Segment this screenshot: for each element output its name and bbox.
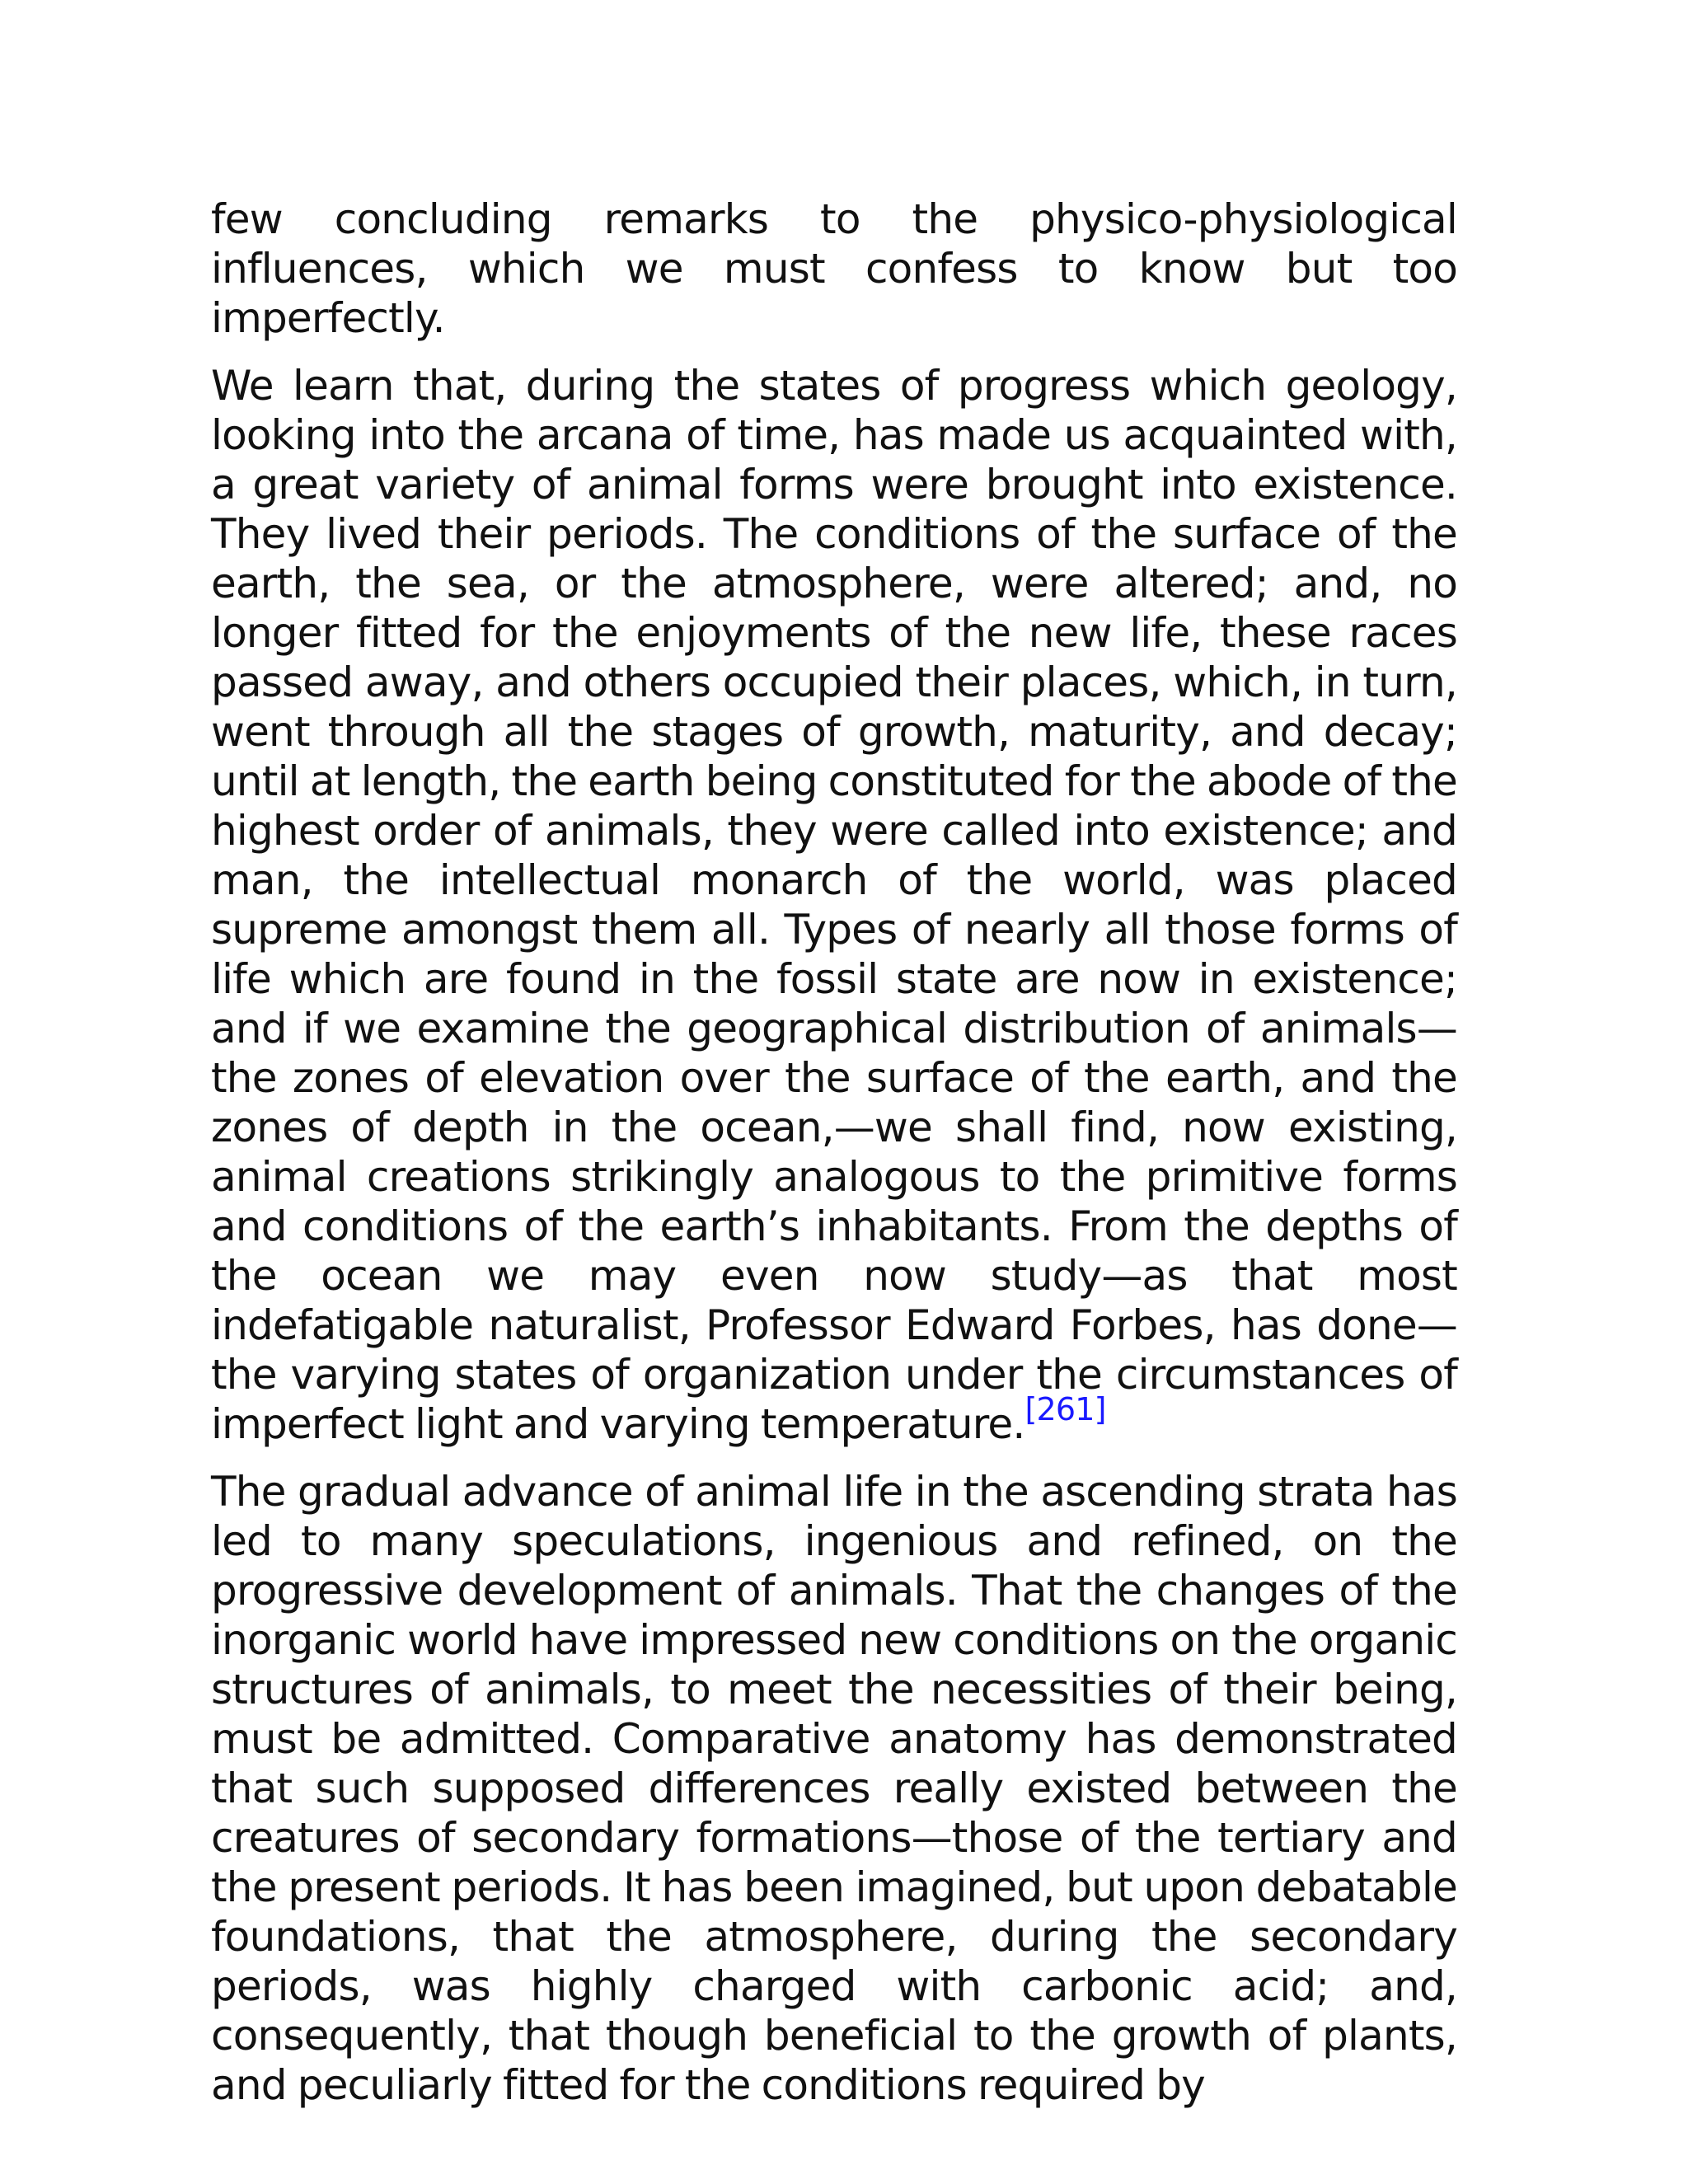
page-body [211, 194, 1457, 2128]
paragraph-2-text: We learn that, during the states of progress which geology, looking into the arcana of time, has made us acquainted with, a great variety of animal forms were brought into existence. They lived their periods. The conditions of the surface of the earth, the sea, or the atmosphere, were altered; and, no longer fitted for the enjoyments of the new life, these races passed away, and others occupied their places, which, in turn, went through all the stages of growth, maturity, and decay; until at length, the earth being constituted for the abode of the highest order of animals, they were called into existence; and man, the intellectual monarch of the world, was placed supreme amongst them all. Types of nearly all those forms of life which are found in the fossil state are now in existence; and if we examine the geographical distribution of animals—the zones of elevation over the surface of the earth, and the zones of depth in the ocean,—we shall find, now existing, animal creations strikingly analogous to the primitive forms and conditions of the earth’s inhabitants. From the depths of the ocean we may even now study—as that most indefatigable naturalist, Professor Edward Forbes, has done—the varying states of organization under the circumstances of imperfect light and varying temperature. [211, 362, 1457, 1448]
footnote-link-261[interactable]: [261] [1025, 1391, 1106, 1427]
paragraph-3-text: The gradual advance of animal life in the ascending strata has led to many speculations, ingenious and refined, on the progressive development of animals. That the changes of the inorganic world have impressed new conditions on the organic structures of animals, to meet the necessities of their being, must be admitted. Comparative anatomy has demonstrated that such supposed differences really existed between the creatures of secondary formations—those of the tertiary and the present periods. It has been imagined, but upon debatable foundations, that the atmosphere, during the secondary periods, was highly charged with carbonic acid; and, consequently, that though beneficial to the growth of plants, and peculiarly fitted for the conditions required by [211, 1468, 1457, 2109]
paragraph-2 [211, 361, 1457, 1449]
paragraph-1-text: few concluding remarks to the physico-physiological influences, which we must confess to know but too imperfectly. [211, 195, 1457, 342]
paragraph-1 [211, 194, 1457, 343]
paragraph-3 [211, 1467, 1457, 2110]
